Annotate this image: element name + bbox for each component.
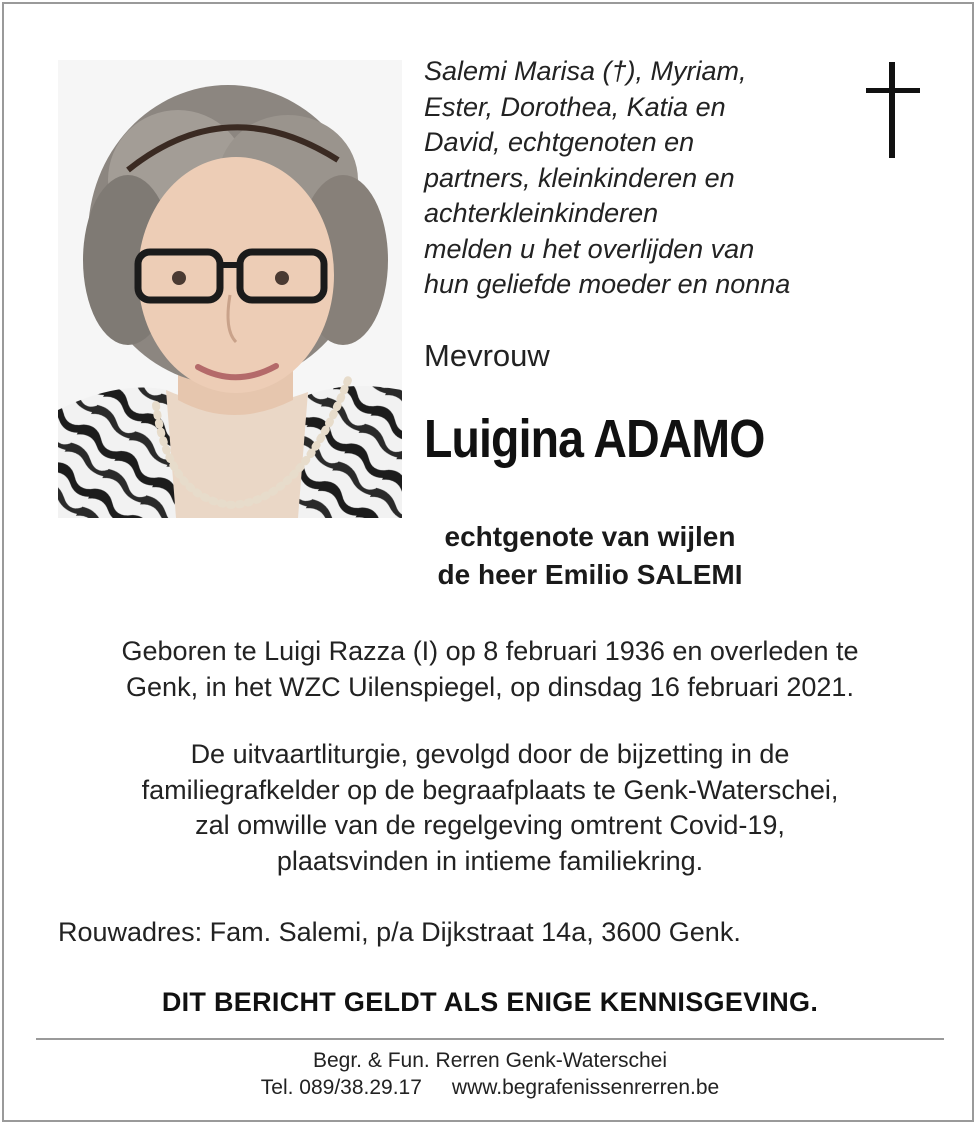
spouse-info [330, 518, 850, 594]
funeral-home-name: Begr. & Fun. Rerren Genk-Waterschei [312, 1049, 668, 1072]
paragraph-line: Genk, in het WZC Uilenspiegel, op dinsdag 16 februari 2021. [126, 671, 854, 702]
divider [36, 1038, 944, 1040]
mourning-address: Rouwadres: Fam. Salemi, p/a Dijkstraat 14a, 3600 Genk. [58, 917, 741, 947]
paragraph-line: De uitvaartliturgie, gevolgd door de bijzetting in de [190, 739, 790, 769]
portrait-photo [58, 60, 402, 518]
intro-line: Ester, Dorothea, Katia en [424, 91, 726, 122]
intro-line: Salemi Marisa (†), Myriam, [424, 56, 747, 86]
funeral-paragraph [40, 737, 940, 879]
intro-line: melden u het overlijden van [424, 233, 755, 264]
funeral-home-website[interactable]: www.begrafenissenrerren.be [451, 1076, 720, 1099]
cross-icon [862, 62, 924, 165]
notice-text: DIT BERICHT GELDT ALS ENIGE KENNISGEVING. [161, 987, 819, 1017]
paragraph-line: familiegrafkelder op de begraafplaats te Genk-Waterschei, [141, 774, 839, 805]
intro-line: achterkleinkinderen [424, 198, 659, 228]
funeral-home-footer [40, 1047, 940, 1101]
paragraph-line: zal omwille van de regelgeving omtrent Covid-19, [195, 810, 785, 840]
deceased-name: Luigina ADAMO [424, 409, 765, 469]
paragraph-line: Geboren te Luigi Razza (I) op 8 februari 1936 en overleden te [121, 636, 859, 666]
intro-line: partners, kleinkinderen en [424, 162, 735, 193]
paragraph-line: plaatsvinden in intieme familiekring. [276, 845, 704, 876]
announcement-intro [424, 54, 864, 303]
spouse-line: echtgenote van wijlen [444, 521, 736, 552]
intro-line: hun geliefde moeder en nonna [424, 269, 791, 299]
spouse-line: de heer Emilio SALEMI [437, 559, 743, 590]
honorific: Mevrouw [424, 338, 550, 373]
intro-line: David, echtgenoten en [424, 127, 695, 157]
birth-death-paragraph [40, 634, 940, 705]
funeral-home-phone: Tel. 089/38.29.17 [260, 1076, 422, 1099]
